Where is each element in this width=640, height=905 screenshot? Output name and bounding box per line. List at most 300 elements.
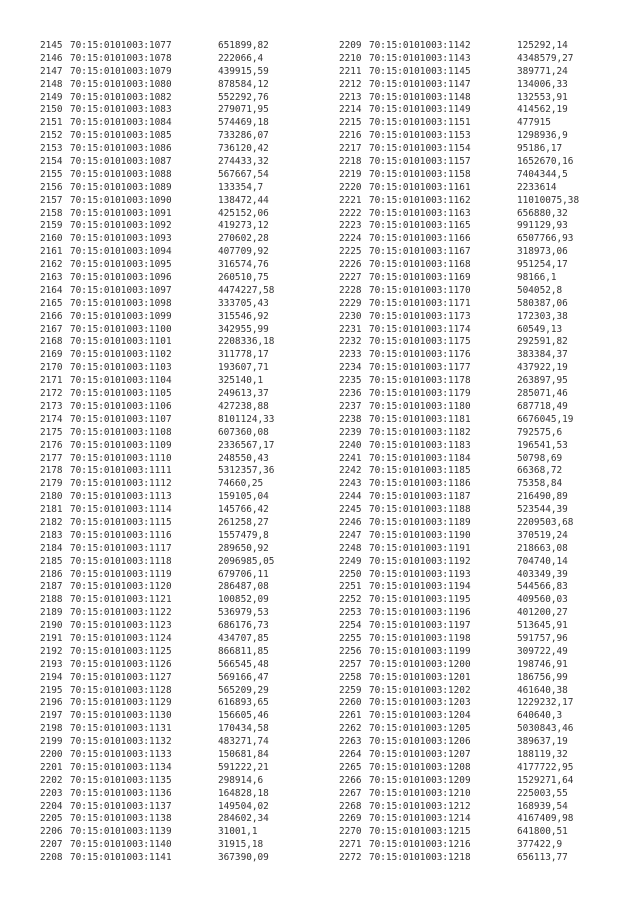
table-row — [40, 79, 274, 92]
cadastral-value: 425152,06 — [218, 207, 269, 219]
cadastral-number: 70:15:0101003:1162 — [369, 194, 471, 206]
cadastral-value: 133354,7 — [218, 181, 264, 193]
row-index: 2219 — [339, 168, 362, 180]
row-index: 2154 — [40, 156, 63, 168]
cadastral-value: 461640,38 — [517, 684, 568, 696]
cadastral-number: 70:15:0101003:1140 — [70, 839, 172, 851]
row-index: 2271 — [339, 839, 362, 851]
row-index: 2170 — [40, 362, 63, 374]
cadastral-value: 164828,18 — [218, 787, 269, 799]
row-index: 2179 — [40, 478, 63, 490]
cadastral-value: 261258,27 — [218, 516, 269, 528]
table-row — [40, 710, 274, 723]
row-index: 2166 — [40, 310, 63, 322]
cadastral-number: 70:15:0101003:1137 — [70, 800, 172, 812]
row-index: 2261 — [339, 710, 362, 722]
row-index: 2178 — [40, 465, 63, 477]
cadastral-value: 316574,76 — [218, 259, 269, 271]
cadastral-number: 70:15:0101003:1119 — [70, 568, 172, 580]
cadastral-number: 70:15:0101003:1166 — [369, 233, 471, 245]
cadastral-number: 70:15:0101003:1115 — [70, 516, 172, 528]
cadastral-number: 70:15:0101003:1181 — [369, 413, 471, 425]
table-row — [40, 839, 274, 852]
cadastral-number: 70:15:0101003:1117 — [70, 542, 172, 554]
table-row — [40, 349, 274, 362]
table-row — [339, 427, 579, 440]
cadastral-number: 70:15:0101003:1100 — [70, 323, 172, 335]
cadastral-value: 263897,95 — [517, 375, 568, 387]
cadastral-value: 565209,29 — [218, 684, 269, 696]
cadastral-number: 70:15:0101003:1127 — [70, 671, 172, 683]
cadastral-value: 274433,32 — [218, 156, 269, 168]
cadastral-value: 156605,46 — [218, 710, 269, 722]
cadastral-value: 75358,84 — [517, 478, 563, 490]
cadastral-number: 70:15:0101003:1204 — [369, 710, 471, 722]
cadastral-value: 409560,03 — [517, 594, 568, 606]
row-index: 2204 — [40, 800, 63, 812]
cadastral-value: 298914,6 — [218, 774, 264, 786]
row-index: 2174 — [40, 413, 63, 425]
row-index: 2251 — [339, 581, 362, 593]
cadastral-value: 31001,1 — [218, 826, 258, 838]
cadastral-value: 616893,65 — [218, 697, 269, 709]
cadastral-number: 70:15:0101003:1103 — [70, 362, 172, 374]
cadastral-number: 70:15:0101003:1129 — [70, 697, 172, 709]
row-index: 2157 — [40, 194, 63, 206]
cadastral-number: 70:15:0101003:1135 — [70, 774, 172, 786]
table-row — [40, 336, 274, 349]
table-row — [40, 208, 274, 221]
cadastral-value: 733286,07 — [218, 130, 269, 142]
cadastral-number: 70:15:0101003:1165 — [369, 220, 471, 232]
row-index: 2257 — [339, 658, 362, 670]
cadastral-value: 679706,11 — [218, 568, 269, 580]
cadastral-value: 149504,02 — [218, 800, 269, 812]
cadastral-value: 439915,59 — [218, 65, 269, 77]
row-index: 2266 — [339, 774, 362, 786]
cadastral-number: 70:15:0101003:1078 — [70, 52, 172, 64]
cadastral-number: 70:15:0101003:1092 — [70, 220, 172, 232]
cadastral-number: 70:15:0101003:1091 — [70, 207, 172, 219]
table-row — [40, 530, 274, 543]
row-index: 2161 — [40, 246, 63, 258]
row-index: 2227 — [339, 272, 362, 284]
cadastral-value: 640640,3 — [517, 710, 563, 722]
table-row — [40, 298, 274, 311]
cadastral-number: 70:15:0101003:1218 — [369, 852, 471, 864]
row-index: 2207 — [40, 839, 63, 851]
cadastral-value: 249613,37 — [218, 388, 269, 400]
cadastral-number: 70:15:0101003:1163 — [369, 207, 471, 219]
cadastral-number: 70:15:0101003:1149 — [369, 104, 471, 116]
row-index: 2173 — [40, 400, 63, 412]
row-index: 2238 — [339, 413, 362, 425]
table-row — [40, 594, 274, 607]
cadastral-value: 656880,32 — [517, 207, 568, 219]
table-row — [40, 117, 274, 130]
row-index: 2234 — [339, 362, 362, 374]
table-row — [339, 92, 579, 105]
table-row — [40, 233, 274, 246]
row-index: 2184 — [40, 542, 63, 554]
row-index: 2240 — [339, 439, 362, 451]
table-row — [339, 414, 579, 427]
row-index: 2215 — [339, 117, 362, 129]
table-row — [339, 220, 579, 233]
table-row — [40, 92, 274, 105]
cadastral-number: 70:15:0101003:1161 — [369, 181, 471, 193]
row-index: 2230 — [339, 310, 362, 322]
cadastral-value: 377422,9 — [517, 839, 563, 851]
table-row — [339, 169, 579, 182]
cadastral-value: 407709,92 — [218, 246, 269, 258]
row-index: 2259 — [339, 684, 362, 696]
cadastral-number: 70:15:0101003:1154 — [369, 143, 471, 155]
cadastral-number: 70:15:0101003:1124 — [70, 632, 172, 644]
cadastral-value: 285071,46 — [517, 388, 568, 400]
cadastral-value: 333705,43 — [218, 297, 269, 309]
table-row — [40, 143, 274, 156]
cadastral-number: 70:15:0101003:1203 — [369, 697, 471, 709]
cadastral-value: 66368,72 — [517, 465, 563, 477]
cadastral-number: 70:15:0101003:1093 — [70, 233, 172, 245]
cadastral-number: 70:15:0101003:1085 — [70, 130, 172, 142]
table-row — [339, 710, 579, 723]
cadastral-number: 70:15:0101003:1142 — [369, 40, 471, 51]
table-row — [40, 388, 274, 401]
cadastral-value: 389771,24 — [517, 65, 568, 77]
cadastral-number: 70:15:0101003:1131 — [70, 723, 172, 735]
cadastral-number: 70:15:0101003:1097 — [70, 284, 172, 296]
row-index: 2149 — [40, 91, 63, 103]
row-index: 2206 — [40, 826, 63, 838]
cadastral-number: 70:15:0101003:1101 — [70, 336, 172, 348]
cadastral-number: 70:15:0101003:1216 — [369, 839, 471, 851]
table-row — [339, 852, 579, 865]
row-index: 2270 — [339, 826, 362, 838]
cadastral-number: 70:15:0101003:1083 — [70, 104, 172, 116]
cadastral-number: 70:15:0101003:1207 — [369, 748, 471, 760]
row-index: 2196 — [40, 697, 63, 709]
cadastral-value: 134006,33 — [517, 78, 568, 90]
row-index: 2164 — [40, 284, 63, 296]
cadastral-value: 878584,12 — [218, 78, 269, 90]
table-row — [339, 788, 579, 801]
row-index: 2244 — [339, 491, 362, 503]
cadastral-number: 70:15:0101003:1089 — [70, 181, 172, 193]
row-index: 2152 — [40, 130, 63, 142]
table-row — [40, 427, 274, 440]
cadastral-value: 383384,37 — [517, 349, 568, 361]
table-row — [339, 259, 579, 272]
cadastral-number: 70:15:0101003:1116 — [70, 529, 172, 541]
cadastral-number: 70:15:0101003:1153 — [369, 130, 471, 142]
cadastral-number: 70:15:0101003:1133 — [70, 748, 172, 760]
cadastral-number: 70:15:0101003:1177 — [369, 362, 471, 374]
cadastral-number: 70:15:0101003:1167 — [369, 246, 471, 258]
row-index: 2208 — [40, 852, 63, 864]
table-row — [339, 130, 579, 143]
cadastral-value: 991129,93 — [517, 220, 568, 232]
cadastral-number: 70:15:0101003:1126 — [70, 658, 172, 670]
table-row — [40, 104, 274, 117]
cadastral-value: 591757,96 — [517, 632, 568, 644]
cadastral-value: 188119,32 — [517, 748, 568, 760]
cadastral-value: 792575,6 — [517, 426, 563, 438]
row-index: 2209 — [339, 40, 362, 51]
table-row — [339, 53, 579, 66]
cadastral-number: 70:15:0101003:1195 — [369, 594, 471, 606]
cadastral-value: 513645,91 — [517, 620, 568, 632]
cadastral-value: 196541,53 — [517, 439, 568, 451]
row-index: 2252 — [339, 594, 362, 606]
table-row — [339, 801, 579, 814]
row-index: 2190 — [40, 620, 63, 632]
cadastral-value: 2233614 — [517, 181, 557, 193]
row-index: 2233 — [339, 349, 362, 361]
table-row — [40, 581, 274, 594]
row-index: 2159 — [40, 220, 63, 232]
row-index: 2228 — [339, 284, 362, 296]
table-row — [339, 736, 579, 749]
table-row — [339, 504, 579, 517]
table-row — [40, 465, 274, 478]
cadastral-value: 477915 — [517, 117, 551, 129]
cadastral-number: 70:15:0101003:1179 — [369, 388, 471, 400]
table-row — [339, 349, 579, 362]
cadastral-value: 74660,25 — [218, 478, 264, 490]
row-index: 2262 — [339, 723, 362, 735]
table-row — [339, 685, 579, 698]
cadastral-number: 70:15:0101003:1206 — [369, 736, 471, 748]
cadastral-value: 504052,8 — [517, 284, 563, 296]
row-index: 2218 — [339, 156, 362, 168]
cadastral-number: 70:15:0101003:1196 — [369, 607, 471, 619]
cadastral-number: 70:15:0101003:1189 — [369, 516, 471, 528]
table-row — [339, 79, 579, 92]
cadastral-value: 580387,06 — [517, 297, 568, 309]
table-row — [40, 775, 274, 788]
cadastral-value: 434707,85 — [218, 632, 269, 644]
cadastral-number: 70:15:0101003:1095 — [70, 259, 172, 271]
cadastral-value: 286487,08 — [218, 581, 269, 593]
row-index: 2265 — [339, 761, 362, 773]
row-index: 2165 — [40, 297, 63, 309]
row-index: 2260 — [339, 697, 362, 709]
row-index: 2167 — [40, 323, 63, 335]
row-index: 2216 — [339, 130, 362, 142]
row-index: 2163 — [40, 272, 63, 284]
cadastral-value: 1557479,8 — [218, 529, 269, 541]
cadastral-number: 70:15:0101003:1186 — [369, 478, 471, 490]
row-index: 2185 — [40, 555, 63, 567]
cadastral-number: 70:15:0101003:1143 — [369, 52, 471, 64]
table-row — [40, 633, 274, 646]
row-index: 2191 — [40, 632, 63, 644]
cadastral-value: 225003,55 — [517, 787, 568, 799]
table-row — [40, 788, 274, 801]
table-row — [339, 453, 579, 466]
cadastral-value: 5312357,36 — [218, 465, 275, 477]
cadastral-value: 168939,54 — [517, 800, 568, 812]
cadastral-number: 70:15:0101003:1118 — [70, 555, 172, 567]
cadastral-number: 70:15:0101003:1187 — [369, 491, 471, 503]
cadastral-number: 70:15:0101003:1208 — [369, 761, 471, 773]
table-row — [40, 259, 274, 272]
table-row — [40, 220, 274, 233]
cadastral-number: 70:15:0101003:1096 — [70, 272, 172, 284]
row-index: 2198 — [40, 723, 63, 735]
cadastral-value: 159105,04 — [218, 491, 269, 503]
row-index: 2189 — [40, 607, 63, 619]
cadastral-number: 70:15:0101003:1088 — [70, 168, 172, 180]
cadastral-value: 4348579,27 — [517, 52, 574, 64]
cadastral-value: 145766,42 — [218, 504, 269, 516]
row-index: 2229 — [339, 297, 362, 309]
cadastral-value: 5030843,46 — [517, 723, 574, 735]
cadastral-value: 125292,14 — [517, 40, 568, 51]
table-row — [339, 543, 579, 556]
cadastral-value: 138472,44 — [218, 194, 269, 206]
cadastral-number: 70:15:0101003:1113 — [70, 491, 172, 503]
cadastral-number: 70:15:0101003:1212 — [369, 800, 471, 812]
cadastral-value: 607360,08 — [218, 426, 269, 438]
cadastral-value: 552292,76 — [218, 91, 269, 103]
row-index: 2148 — [40, 78, 63, 90]
table-row — [339, 839, 579, 852]
cadastral-number: 70:15:0101003:1128 — [70, 684, 172, 696]
row-index: 2187 — [40, 581, 63, 593]
table-row — [40, 813, 274, 826]
row-index: 2177 — [40, 452, 63, 464]
row-index: 2182 — [40, 516, 63, 528]
table-row — [40, 801, 274, 814]
row-index: 2223 — [339, 220, 362, 232]
cadastral-value: 172303,38 — [517, 310, 568, 322]
row-index: 2205 — [40, 813, 63, 825]
row-index: 2231 — [339, 323, 362, 335]
cadastral-number: 70:15:0101003:1098 — [70, 297, 172, 309]
cadastral-number: 70:15:0101003:1176 — [369, 349, 471, 361]
table-row — [40, 362, 274, 375]
table-row — [339, 117, 579, 130]
cadastral-number: 70:15:0101003:1169 — [369, 272, 471, 284]
table-row — [40, 607, 274, 620]
row-index: 2253 — [339, 607, 362, 619]
cadastral-number: 70:15:0101003:1182 — [369, 426, 471, 438]
cadastral-number: 70:15:0101003:1205 — [369, 723, 471, 735]
table-row — [40, 182, 274, 195]
row-index: 2183 — [40, 529, 63, 541]
cadastral-value: 641800,51 — [517, 826, 568, 838]
cadastral-value: 270602,28 — [218, 233, 269, 245]
row-index: 2217 — [339, 143, 362, 155]
row-index: 2172 — [40, 388, 63, 400]
cadastral-number: 70:15:0101003:1125 — [70, 645, 172, 657]
cadastral-number: 70:15:0101003:1122 — [70, 607, 172, 619]
cadastral-number: 70:15:0101003:1134 — [70, 761, 172, 773]
table-row — [339, 723, 579, 736]
table-row — [40, 66, 274, 79]
table-row — [40, 285, 274, 298]
cadastral-number: 70:15:0101003:1141 — [70, 852, 172, 864]
row-index: 2272 — [339, 852, 362, 864]
cadastral-number: 70:15:0101003:1215 — [369, 826, 471, 838]
cadastral-value: 31915,18 — [218, 839, 264, 851]
cadastral-value: 150681,84 — [218, 748, 269, 760]
cadastral-number: 70:15:0101003:1214 — [369, 813, 471, 825]
row-index: 2211 — [339, 65, 362, 77]
table-row — [339, 775, 579, 788]
cadastral-value: 403349,39 — [517, 568, 568, 580]
cadastral-number: 70:15:0101003:1174 — [369, 323, 471, 335]
table-row — [339, 813, 579, 826]
row-index: 2151 — [40, 117, 63, 129]
cadastral-number: 70:15:0101003:1080 — [70, 78, 172, 90]
table-row — [339, 762, 579, 775]
row-index: 2192 — [40, 645, 63, 657]
cadastral-number: 70:15:0101003:1136 — [70, 787, 172, 799]
cadastral-number: 70:15:0101003:1178 — [369, 375, 471, 387]
cadastral-number: 70:15:0101003:1139 — [70, 826, 172, 838]
table-row — [339, 440, 579, 453]
cadastral-value: 866811,85 — [218, 645, 269, 657]
table-row — [40, 440, 274, 453]
cadastral-value: 569166,47 — [218, 671, 269, 683]
cadastral-number: 70:15:0101003:1090 — [70, 194, 172, 206]
row-index: 2221 — [339, 194, 362, 206]
table-row — [40, 156, 274, 169]
cadastral-number: 70:15:0101003:1191 — [369, 542, 471, 554]
row-index: 2153 — [40, 143, 63, 155]
table-row — [339, 311, 579, 324]
cadastral-number: 70:15:0101003:1194 — [369, 581, 471, 593]
cadastral-value: 414562,19 — [517, 104, 568, 116]
row-index: 2250 — [339, 568, 362, 580]
table-row — [339, 581, 579, 594]
cadastral-value: 1529271,64 — [517, 774, 574, 786]
row-index: 2194 — [40, 671, 63, 683]
cadastral-value: 6676045,19 — [517, 413, 574, 425]
table-row — [40, 723, 274, 736]
cadastral-number: 70:15:0101003:1130 — [70, 710, 172, 722]
cadastral-number: 70:15:0101003:1157 — [369, 156, 471, 168]
row-index: 2268 — [339, 800, 362, 812]
cadastral-value: 222066,4 — [218, 52, 264, 64]
cadastral-value: 98166,1 — [517, 272, 557, 284]
table-row — [339, 298, 579, 311]
table-row — [40, 736, 274, 749]
table-row — [339, 530, 579, 543]
row-index: 2258 — [339, 671, 362, 683]
table-row — [40, 762, 274, 775]
row-index: 2212 — [339, 78, 362, 90]
cadastral-value: 427238,88 — [218, 400, 269, 412]
cadastral-value: 2096985,05 — [218, 555, 275, 567]
row-index: 2254 — [339, 620, 362, 632]
cadastral-number: 70:15:0101003:1105 — [70, 388, 172, 400]
table-row — [339, 208, 579, 221]
row-index: 2155 — [40, 168, 63, 180]
table-row — [339, 646, 579, 659]
table-row — [339, 195, 579, 208]
row-index: 2199 — [40, 736, 63, 748]
cadastral-number: 70:15:0101003:1145 — [369, 65, 471, 77]
cadastral-number: 70:15:0101003:1198 — [369, 632, 471, 644]
table-row — [339, 569, 579, 582]
table-row — [40, 569, 274, 582]
row-index: 2162 — [40, 259, 63, 271]
